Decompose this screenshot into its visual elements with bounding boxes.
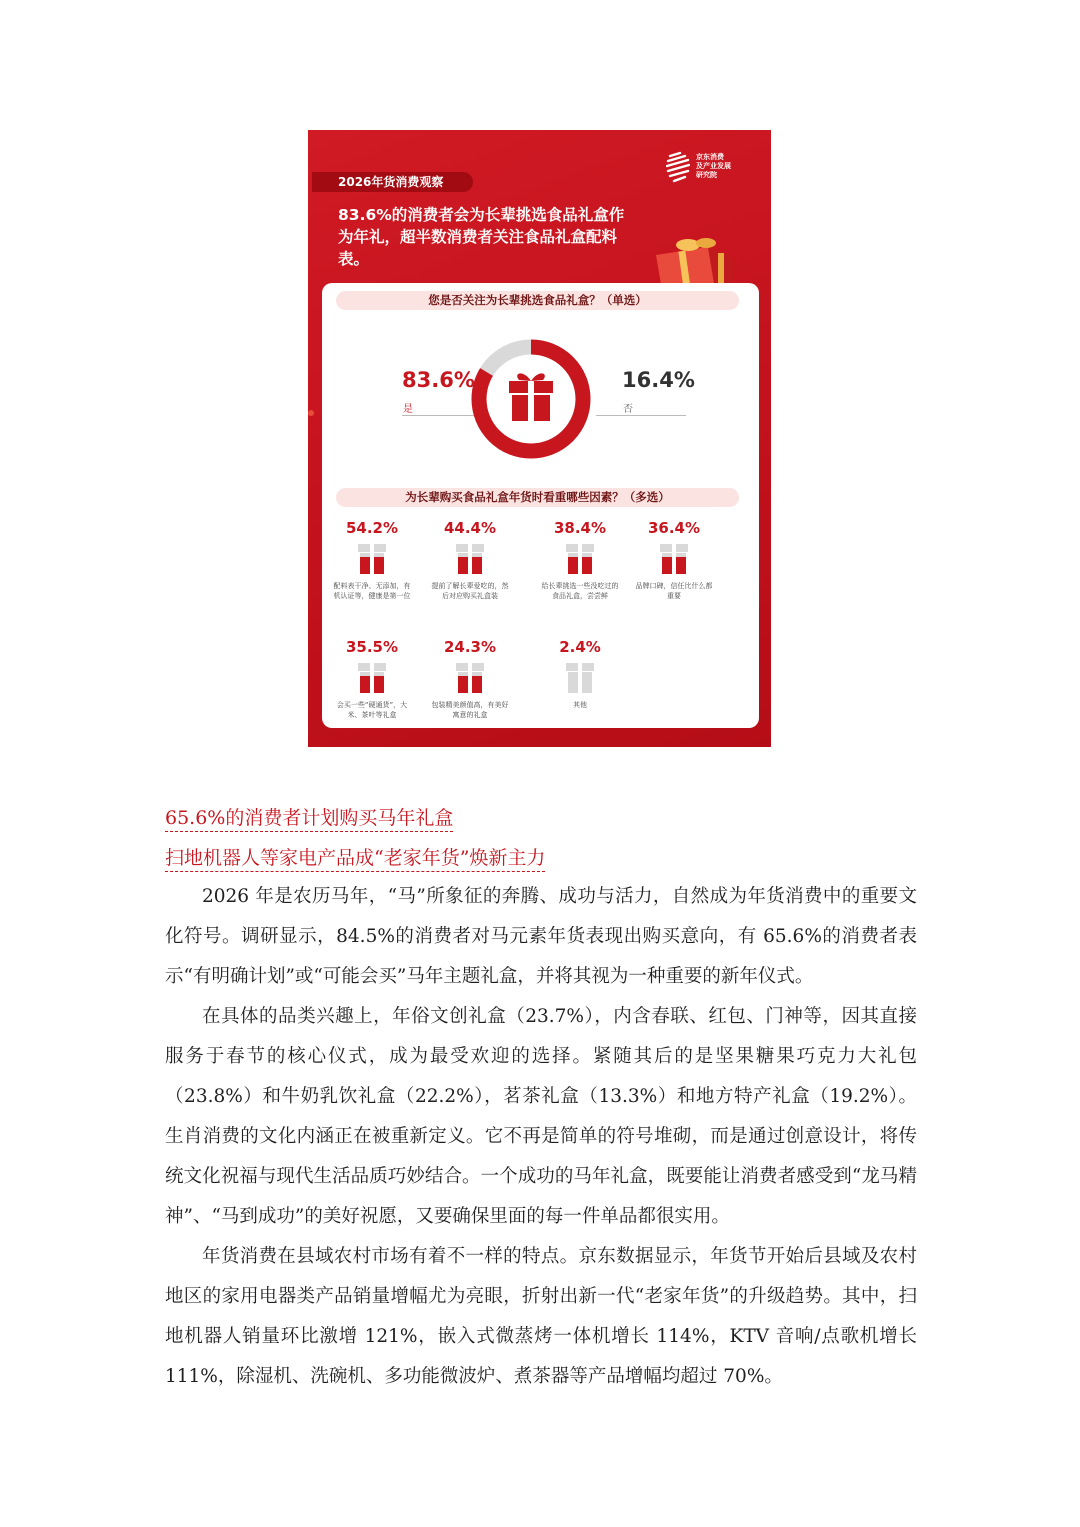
factor-percent: 38.4% [553, 519, 607, 537]
gift-icon [356, 663, 388, 695]
factor-text: 品牌口碑，信任比什么都重要 [635, 582, 713, 600]
factor-percent: 35.5% [345, 638, 399, 656]
gift-icon [658, 544, 690, 576]
subtitle-1: 65.6%的消费者计划购买马年礼盒 [165, 805, 453, 832]
factor-item [628, 518, 720, 601]
no-label: 否 [623, 404, 633, 415]
gift-icon [454, 544, 486, 576]
factor-item [326, 518, 418, 601]
factor-percent: 24.3% [443, 638, 497, 656]
question-2: 为长辈购买食品礼盒年货时看重哪些因素？（多选） [336, 488, 739, 507]
survey-card [322, 283, 759, 728]
gift-icon [356, 544, 388, 576]
yes-label: 是 [403, 404, 413, 415]
factor-item [424, 518, 516, 601]
decoration-dot [308, 410, 314, 416]
factor-item [534, 518, 626, 601]
no-underline [596, 415, 686, 416]
jd-institute-logo [666, 150, 746, 186]
factor-text: 其他 [573, 701, 587, 709]
gift-box-decoration-icon [648, 235, 738, 290]
yes-percent: 83.6% [402, 368, 475, 392]
question-1: 您是否关注为长辈挑选食品礼盒？（单选） [336, 291, 739, 310]
yes-underline [402, 415, 474, 416]
gift-icon [509, 373, 553, 421]
no-percent: 16.4% [622, 368, 695, 392]
factor-percent: 54.2% [345, 519, 399, 537]
factor-percent: 36.4% [647, 519, 701, 537]
gift-icon [454, 663, 486, 695]
paragraph-1: 2026 年是农历马年，“马”所象征的奔腾、成功与活力，自然成为年货消费中的重要文化符号。调研显示，84.5%的消费者对马元素年货表现出购买意向，有 65.6%的消费者表示“有明确计划”或“可能会买”马年主题礼盒，并将其视为一种重要的新年仪式。 [165, 886, 917, 987]
paragraph-3: 年货消费在县域农村市场有着不一样的特点。京东数据显示，年货节开始后县域及农村地区的家用电器类产品销量增幅尤为亮眼，折射出新一代“老家年货”的升级趋势。其中，扫地机器人销量环比激增 121%，嵌入式微蒸烤一体机增长 114%，KTV 音响/点歌机增长 111%，除湿机、洗碗机、多功能微波炉、煮茶器等产品增幅均超过 70%。 [165, 1246, 917, 1387]
yes-no-donut-chart [467, 335, 595, 463]
factor-text: 包装精美颜值高，有美好寓意的礼盒 [431, 701, 509, 719]
factor-percent: 44.4% [443, 519, 497, 537]
infographic-headline: 83.6%的消费者会为长辈挑选食品礼盒作为年礼，超半数消费者关注食品礼盒配料表。 [338, 206, 625, 268]
factor-text: 会买一些“硬通货”，大米、茶叶等礼盒 [336, 701, 408, 719]
factor-item [534, 637, 626, 711]
factor-text: 配料表干净、无添加，有机认证等，健康是第一位 [333, 582, 411, 600]
logo-text: 京东消费 及产业发展 研究院 [696, 153, 731, 179]
factor-percent: 2.4% [559, 638, 601, 656]
infographic [308, 130, 771, 747]
factor-item [326, 637, 418, 720]
factor-text: 提前了解长辈爱吃的，然后对应购买礼盒装 [431, 582, 509, 600]
infographic-tag: 2026年货消费观察 [312, 172, 473, 192]
gift-icon [564, 544, 596, 576]
factor-text: 给长辈挑选一些没吃过的食品礼盒，尝尝鲜 [541, 582, 619, 600]
logo-mark-icon [666, 150, 690, 184]
paragraph-2: 在具体的品类兴趣上，年俗文创礼盒（23.7%），内含春联、红包、门神等，因其直接服务于春节的核心仪式，成为最受欢迎的选择。紧随其后的是坚果糖果巧克力大礼包（23.8%）和牛奶乳饮礼盒（22.2%），茗茶礼盒（13.3%）和地方特产礼盒（19.2%）。生肖消费的文化内涵正在被重新定义。它不再是简单的符号堆砌，而是通过创意设计，将传统文化祝福与现代生活品质巧妙结合。一个成功的马年礼盒，既要能让消费者感受到“龙马精神”、“马到成功”的美好祝愿，又要确保里面的每一件单品都很实用。 [165, 1006, 917, 1227]
gift-icon [564, 663, 596, 695]
factor-item [424, 637, 516, 720]
subtitle-2: 扫地机器人等家电产品成“老家年货”焕新主力 [165, 845, 545, 872]
